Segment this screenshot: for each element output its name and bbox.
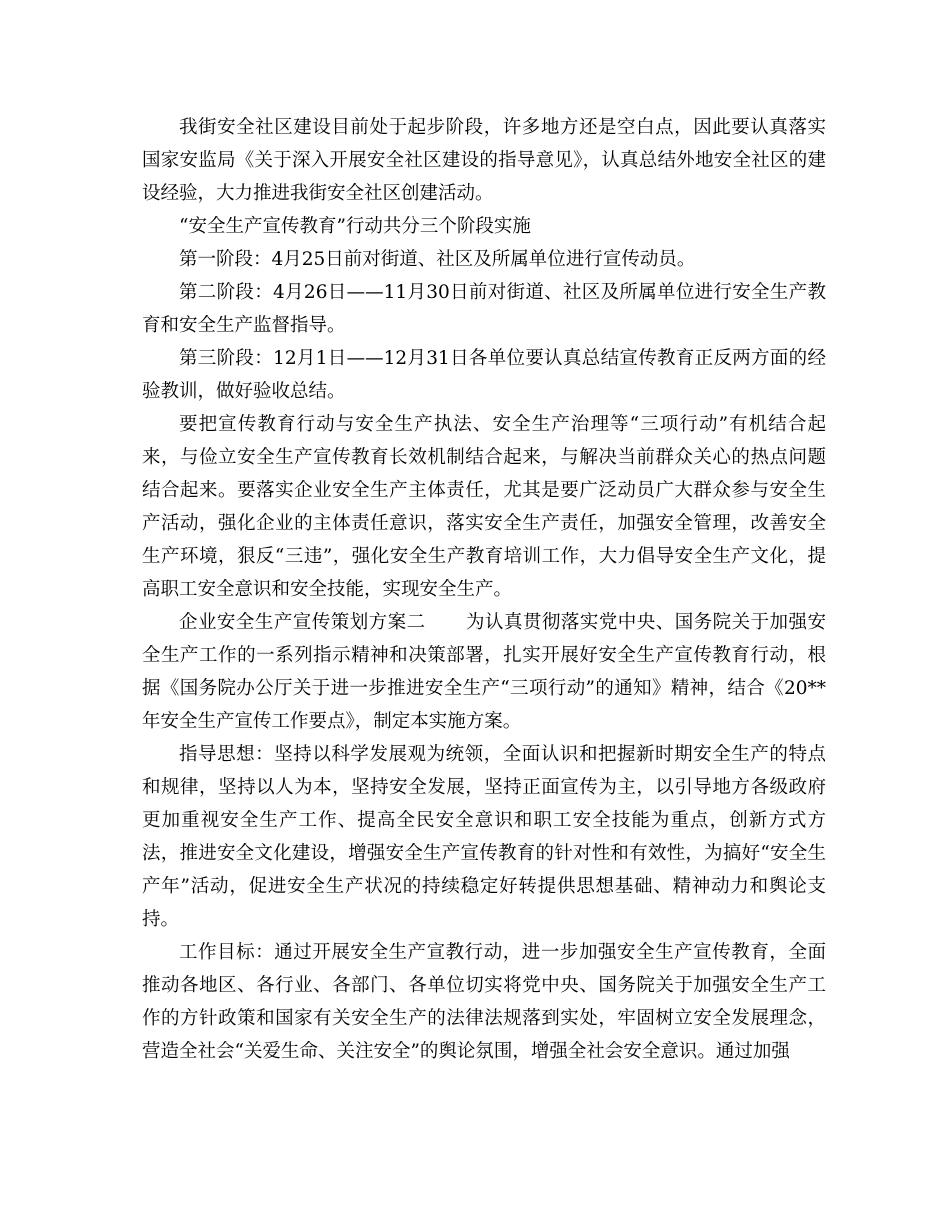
paragraph-intro: 我街安全社区建设目前处于起步阶段，许多地方还是空白点，因此要认真落实国家安监局《关于深入开展安全社区建设的指导意见》，认真总结外地安全社区的建设经验，大力推进我街安全社区创建活动。 (142, 117, 826, 204)
paragraph-plan-two (142, 606, 826, 738)
paragraph-work-goals: 工作目标：通过开展安全生产宣教行动，进一步加强安全生产宣传教育，全面推动各地区、各行业、各部门、各单位切实将党中央、国务院关于加强安全生产工作的方针政策和国家有关安全生产的法律法规落到实处，牢固树立安全发展理念，营造全社会“关爱生命、关注安全”的舆论氛围，增强全社会安全意识。通过加强 (142, 942, 826, 1062)
paragraph-phase-one: 第一阶段：4月25日前对街道、社区及所属单位进行宣传动员。 (179, 249, 696, 270)
paragraph-guiding-ideology: 指导思想：坚持以科学发展观为统领，全面认识和把握新时期安全生产的特点和规律，坚持以人为本，坚持安全发展，坚持正面宣传为主，以引导地方各级政府更加重视安全生产工作、提高全民安全意识和职工安全技能为重点，创新方式方法，推进安全文化建设，增强安全生产宣传教育的针对性和有效性，为搞好“安全生产年”活动，促进安全生产状况的持续稳定好转提供思想基础、精神动力和舆论支持。 (142, 744, 826, 930)
paragraph-phase-three: 第三阶段：12月1日——12月31日各单位要认真总结宣传教育正反两方面的经验教训，做好验收总结。 (142, 348, 826, 402)
plan-two-text: 为认真贯彻落实党中央、国务院关于加强安全生产工作的一系列指示精神和决策部署，扎实开展好安全生产宣传教育行动，根据《国务院办公厅关于进一步推进安全生产“三项行动”的通知》精神，结合《20**年安全生产宣传工作要点》，制定本实施方案。 (142, 612, 826, 732)
paragraph-integration: 要把宣传教育行动与安全生产执法、安全生产治理等“三项行动”有机结合起来，与俭立安全生产宣传教育长效机制结合起来，与解决当前群众关心的热点问题结合起来。要落实企业安全生产主体责任，尤其是要广泛动员广大群众参与安全生产活动，强化企业的主体责任意识，落实安全生产责任，加强安全管理，改善安全生产环境，狠反“三违”，强化安全生产教育培训工作，大力倡导安全生产文化，提高职工安全意识和安全技能，实现安全生产。 (142, 414, 826, 600)
plan-two-heading: 企业安全生产宣传策划方案二 (179, 612, 426, 633)
document-body (142, 111, 826, 1068)
paragraph-phases-heading: “安全生产宣传教育”行动共分三个阶段实施 (179, 216, 531, 237)
paragraph-phase-two: 第二阶段：4月26日——11月30日前对街道、社区及所属单位进行安全生产教育和安全生产监督指导。 (142, 282, 826, 336)
